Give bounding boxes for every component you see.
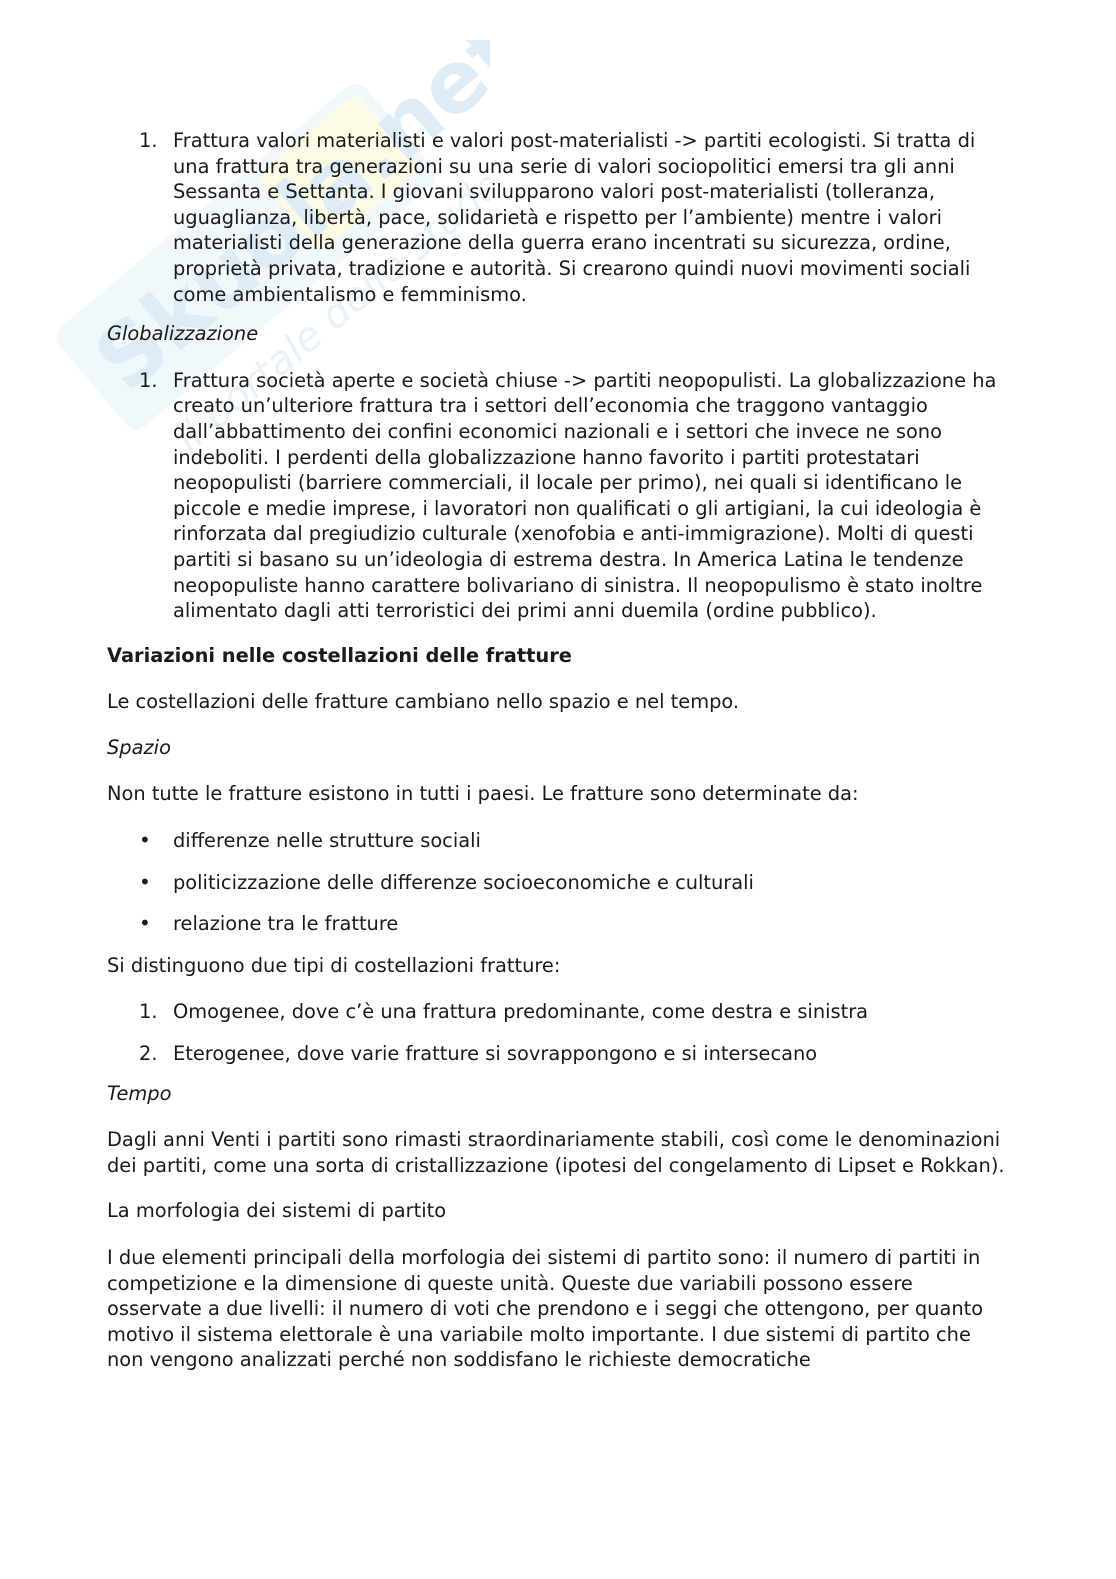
bullet-marker: •	[139, 869, 151, 894]
list-item-text: Omogenee, dove c’è una frattura predominante, come destra e sinistra	[173, 1000, 869, 1024]
watermark-text-main: Skuola.net	[76, 40, 490, 412]
list-item	[107, 870, 1007, 896]
list-item-text: relazione tra le fratture	[173, 912, 399, 936]
watermark-text-sub: il portale dello studente	[166, 119, 490, 462]
bullet-list	[107, 828, 1007, 937]
list-item	[107, 368, 1007, 624]
list-globalizzazione	[107, 368, 1007, 624]
heading-tempo: Tempo	[107, 1081, 172, 1105]
list-item-text: differenze nelle strutture sociali	[173, 829, 481, 853]
heading-variazioni: Variazioni nelle costellazioni delle fratture	[107, 643, 572, 667]
list-tipi	[107, 999, 1007, 1066]
list-fratture-valori	[107, 128, 1007, 307]
document-page	[107, 128, 1007, 1373]
list-number: 2.	[139, 1042, 158, 1066]
list-item-text: Eterogenee, dove varie fratture si sovrappongono e si intersecano	[173, 1042, 818, 1066]
heading-globalizzazione: Globalizzazione	[107, 322, 259, 346]
list-number: 1.	[139, 368, 158, 392]
paragraph-costellazioni: Le costellazioni delle fratture cambiano nello spazio e nel tempo.	[107, 690, 740, 714]
list-item	[107, 999, 1007, 1025]
list-number: 1.	[139, 129, 158, 152]
list-item	[107, 828, 1007, 854]
heading-morfologia: La morfologia dei sistemi di partito	[107, 1199, 447, 1223]
list-item-text: politicizzazione delle differenze socioeconomiche e culturali	[173, 870, 754, 894]
list-item	[107, 1041, 1007, 1067]
bullet-marker: •	[139, 828, 151, 853]
list-item-text: Frattura società aperte e società chiuse -> partiti neopopulisti. La globalizzazione ha creato un’ulteriore frattura tra i settori dell’economia che traggono vantaggio dall’abbattimento dei confini economici nazionali e i settori che invece ne sono indeboliti. I perdenti della globalizzazione hanno favorito i partiti protestatari neopopulisti (barriere commerciali, il locale per primo), nei quali si identificano le piccole e medie imprese, i lavoratori non qualificati o gli artigiani, la cui ideologia è rinforzata dal pregiudizio culturale (xenofobia e anti-immigrazione). Molti di questi partiti si basano su un’ideologia di estrema destra. In America Latina le tendenze neopopuliste hanno carattere bolivariano di sinistra. Il neopopulismo è stato inoltre alimentato dagli atti terroristici dei primi anni duemila (ordine pubblico).	[173, 368, 997, 623]
list-item	[107, 911, 1007, 937]
paragraph-spazio: Non tutte le fratture esistono in tutti i paesi. Le fratture sono determinate da:	[107, 782, 859, 806]
paragraph-tempo: Dagli anni Venti i partiti sono rimasti straordinariamente stabili, così come le denominazioni dei partiti, come una sorta di cristallizzazione (ipotesi del congelamento di Lipset e Rokkan).	[107, 1128, 1005, 1177]
heading-spazio: Spazio	[107, 735, 171, 759]
list-item	[107, 128, 1007, 307]
paragraph-morfologia: I due elementi principali della morfologia dei sistemi di partito sono: il numero di partiti in competizione e la dimensione di queste unità. Queste due variabili possono essere osservate a due livelli: il numero di voti che prendono e i seggi che ottengono, per quanto motivo il sistema elettorale è una variabile molto importante. I due sistemi di partito che non vengono analizzati perché non soddisfano le richieste democratiche	[107, 1246, 984, 1372]
list-item-text: Frattura valori materialisti e valori post-materialisti -> partiti ecologisti. Si tratta di una frattura tra generazioni su una serie di valori sociopolitici emersi tra gli anni Sessanta e Settanta. I giovani svilupparono valori post-materialisti (tolleranza, uguaglianza, libertà, pace, solidarietà e rispetto per l’ambiente) mentre i valori materialisti della generazione della guerra erano incentrati su sicurezza, ordine, proprietà privata, tradizione e autorità. Si crearono quindi nuovi movimenti sociali come ambientalismo e femminismo.	[173, 129, 976, 306]
paragraph-tipi: Si distinguono due tipi di costellazioni fratture:	[107, 953, 561, 977]
list-number: 1.	[139, 1000, 158, 1024]
bullet-marker: •	[139, 911, 151, 936]
